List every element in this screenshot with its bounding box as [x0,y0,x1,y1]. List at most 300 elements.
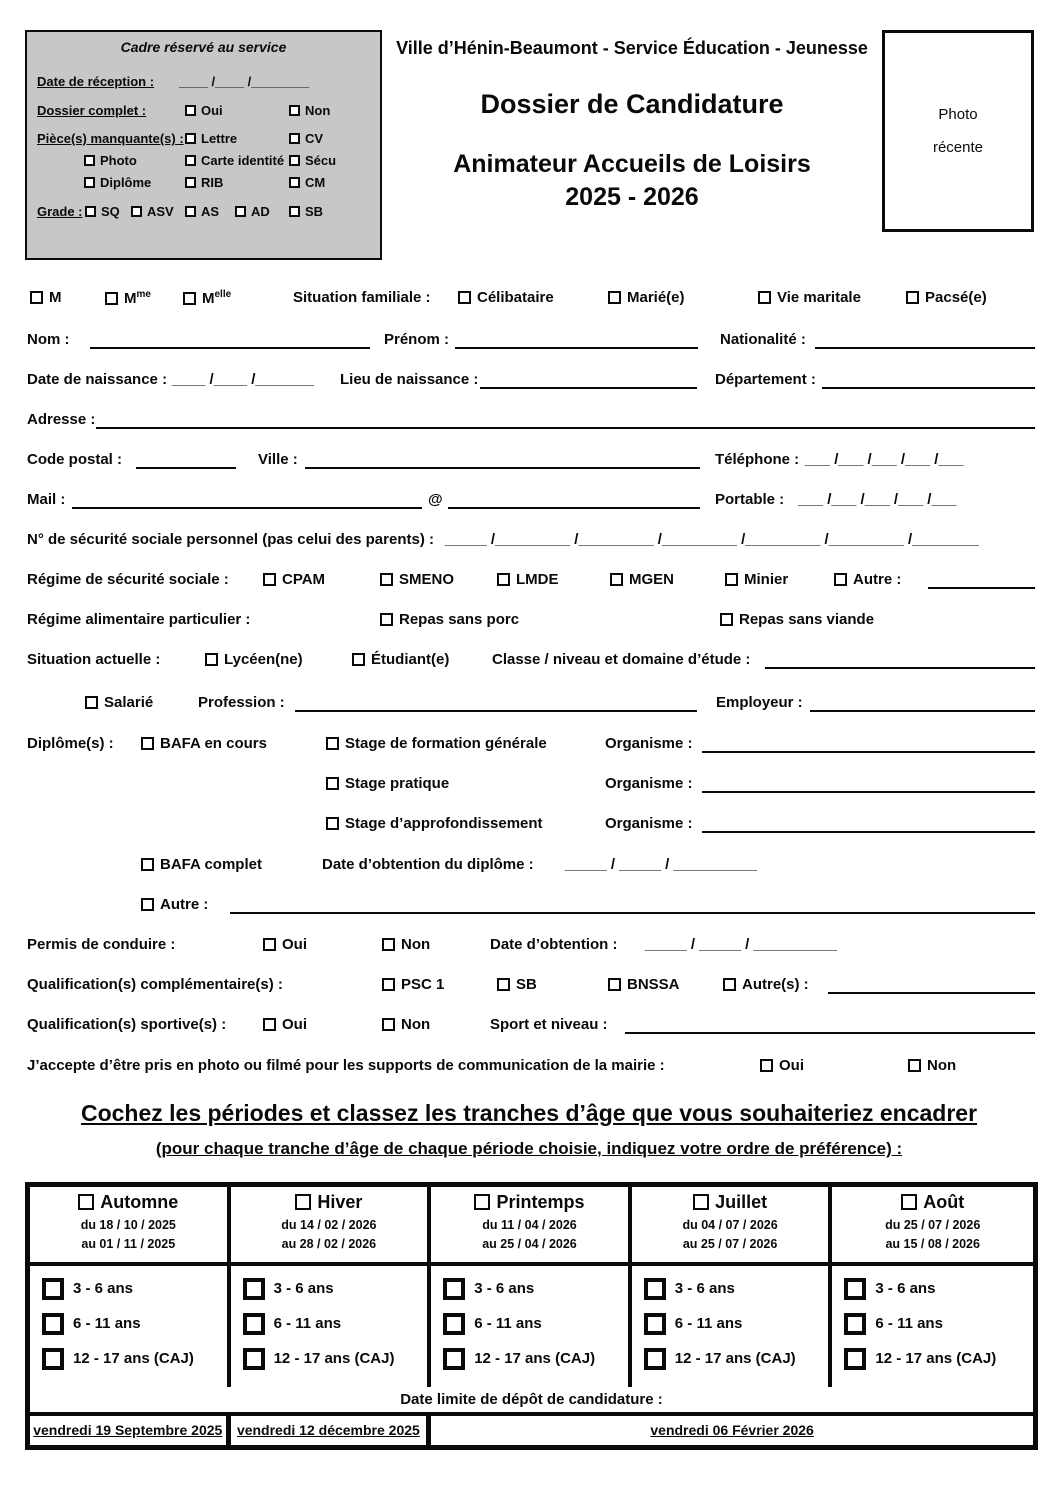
sans-viande-option [720,611,874,628]
diplome-autre-checkbox[interactable] [141,898,154,911]
salarie-label: Salarié [104,694,154,711]
sb-grade-as-checkbox[interactable] [185,206,196,217]
sb-piece-cv-label: CV [305,131,324,146]
consent-oui-option [760,1057,804,1074]
periods-table [25,1182,1038,1450]
bafa-en-cours-label: BAFA en cours [160,735,267,752]
diplome-row-1 [0,735,1058,757]
civility-melle-label: $M^{elle}$ [202,289,232,307]
psc1-option [382,976,444,993]
celibataire-label: Célibataire [477,289,554,306]
grade-label: Grade : [37,204,83,219]
civility-melle-checkbox[interactable] [183,292,196,305]
situation-actuelle-row [0,651,1058,673]
sb-dossier-oui-checkbox[interactable] [185,105,196,116]
date-obtention-diplome-label: Date d’obtention du diplôme : [322,856,534,873]
sb-label: SB [516,976,537,993]
aout-ages-cell [832,1266,1033,1387]
consent-non-checkbox[interactable] [908,1059,921,1072]
period-aout-from: du 25 / 07 / 2026 [885,1218,981,1232]
regime-smeno-checkbox[interactable] [380,573,393,586]
employeur-line[interactable] [810,696,1035,712]
departement-label: Département : [715,371,816,388]
juillet-3-6-label: 3 - 6 ans [674,1280,735,1298]
sb-option [497,976,537,993]
period-printemps-from: du 11 / 04 / 2026 [482,1218,577,1232]
diplome-row-2 [0,775,1058,797]
regime-cpam-checkbox[interactable] [263,573,276,586]
hiver-3-6-checkbox[interactable] [243,1278,265,1300]
period-hiver-header [231,1187,432,1266]
qualif-sb-checkbox[interactable] [497,978,510,991]
sb-piece-photo-label: Photo [100,153,137,168]
alim-sans-porc-checkbox[interactable] [380,613,393,626]
marie-option [608,289,685,306]
consent-oui-label: Oui [779,1057,804,1074]
diplome-autre-option [141,896,208,913]
printemps-12-17-label: 12 - 17 ans (CAJ) [474,1350,596,1368]
portable-label: Portable : [715,491,785,508]
regime-lmde-checkbox[interactable] [497,573,510,586]
bafa-complet-checkbox[interactable] [141,858,154,871]
sb-piece-lettre-checkbox[interactable] [185,133,196,144]
regime-alim-label: Régime alimentaire particulier : [27,611,251,628]
regime-secu-row [0,571,1058,593]
ville-line[interactable] [305,453,700,469]
qualif-autres-line[interactable] [828,978,1035,994]
cpam-option [263,571,325,588]
period-automne-checkbox[interactable] [78,1194,94,1210]
juillet-3-6-checkbox[interactable] [644,1278,666,1300]
automne-6-11-checkbox[interactable] [42,1313,64,1335]
hiver-3-6-label: 3 - 6 ans [273,1280,334,1298]
piece-lettre-option [185,131,237,146]
organisme-2-label: Organisme : [605,775,693,792]
dossier-oui-option [185,103,223,118]
bafa-complet-option [141,856,262,873]
lmde-option [497,571,559,588]
sb-grade-sb-checkbox[interactable] [289,206,300,217]
period-printemps-to: au 25 / 04 / 2026 [482,1237,577,1252]
date-reception-value[interactable]: ____ /____ /________ [179,74,310,89]
photo-placeholder-box [882,30,1034,232]
regime-autre-label: Autre : [853,571,902,588]
service-reserved-box [25,30,382,260]
adresse-line[interactable] [96,413,1035,429]
alim-sans-viande-checkbox[interactable] [720,613,733,626]
qualif-comp-label: Qualification(s) complémentaire(s) : [27,976,283,993]
adresse-label: Adresse : [27,411,96,428]
consent-non-label: Non [927,1057,957,1074]
regime-alim-row [0,611,1058,633]
lmde-label: LMDE [516,571,559,588]
period-printemps-checkbox[interactable] [474,1194,490,1210]
sb-grade-asv-checkbox[interactable] [131,206,142,217]
salarie-option [85,694,153,711]
sport-non-checkbox[interactable] [382,1018,395,1031]
automne-3-6-checkbox[interactable] [42,1278,64,1300]
sport-oui-option [263,1016,307,1033]
situation-salarie-checkbox[interactable] [85,696,98,709]
organisme-2-line[interactable] [702,777,1035,793]
mgen-label: MGEN [629,571,674,588]
secu-number-row [0,531,1058,553]
aout-3-6-checkbox[interactable] [844,1278,866,1300]
nationalite-line[interactable] [815,333,1035,349]
vie-maritale-option [758,289,861,306]
periods-subheading: (pour chaque tranche d’âge de chaque période choisie, indiquez votre ordre de préférence) : [155,1139,903,1158]
departement-line[interactable] [822,373,1035,389]
date-naissance-label: Date de naissance : [27,371,168,388]
date-reception-label: Date de réception : [37,74,155,89]
automne-12-17-checkbox[interactable] [42,1348,64,1370]
aout-6-11-label: 6 - 11 ans [875,1315,943,1333]
stage-approfondissement-label: Stage d’approfondissement [345,815,543,832]
diplome-autre-line[interactable] [230,898,1035,914]
qualif-autres-option [723,976,809,993]
city-phone-row [0,451,1058,473]
secu-label: N° de sécurité sociale personnel (pas celui des parents) : [27,531,434,548]
mgen-option [610,571,674,588]
bnssa-label: BNSSA [627,976,680,993]
automne-ages-cell [30,1266,231,1387]
period-aout-header [832,1187,1033,1266]
regime-autre-option [834,571,901,588]
aout-6-11-checkbox[interactable] [844,1313,866,1335]
sb-piece-diplome-checkbox[interactable] [84,177,95,188]
sb-piece-diplome-label: Diplôme [100,175,152,190]
employeur-label: Employeur : [716,694,803,711]
period-automne-name: Automne [100,1192,179,1212]
stage-pratique-checkbox[interactable] [326,777,339,790]
qualif-sport-row [0,1016,1058,1038]
minier-option [725,571,788,588]
piece-secu-option [289,153,336,168]
telephone-label: Téléphone : [715,451,800,468]
situation-marie-checkbox[interactable] [608,291,621,304]
vie-maritale-label: Vie maritale [777,289,861,306]
consent-non-option [908,1057,956,1074]
permis-non-checkbox[interactable] [382,938,395,951]
deadline-printemps-juillet-aout: vendredi 06 Février 2026 [650,1421,814,1438]
hiver-6-11-label: 6 - 11 ans [273,1315,342,1333]
sb-piece-secu-label: Sécu [305,153,337,168]
sport-niveau-line[interactable] [625,1018,1035,1034]
stage-pratique-option [326,775,449,792]
qualif-autres-checkbox[interactable] [723,978,736,991]
grade-sq-option [85,204,120,219]
dossier-non-option [289,103,330,118]
situation-lyceen-checkbox[interactable] [205,653,218,666]
sb-piece-carte-label: Carte identité [201,153,285,168]
photo-box-line2: récente [932,139,984,156]
permis-date-label: Date d’obtention : [490,936,618,953]
hiver-12-17-label: 12 - 17 ans (CAJ) [273,1350,395,1368]
document-years: 2025 - 2026 [565,183,699,211]
etudiant-option [352,651,449,668]
deadline-automne-cell [30,1416,231,1445]
period-printemps-name: Printemps [496,1192,585,1212]
prenom-label: Prénom : [384,331,450,348]
sport-non-option [382,1016,430,1033]
sb-grade-sq-checkbox[interactable] [85,206,96,217]
period-hiver-checkbox[interactable] [295,1194,311,1210]
hiver-6-11-checkbox[interactable] [243,1313,265,1335]
birth-row [0,371,1058,393]
sb-piece-rib-checkbox[interactable] [185,177,196,188]
period-juillet-from: du 04 / 07 / 2026 [682,1218,778,1232]
permis-oui-option [263,936,307,953]
periods-heading: Cochez les périodes et classez les tranches d’âge que vous souhaiteriez encadrer [80,1100,978,1126]
qualif-bnssa-checkbox[interactable] [608,978,621,991]
sb-piece-carte-identite-checkbox[interactable] [185,155,196,166]
minier-label: Minier [744,571,789,588]
consent-label: J’accepte d’être pris en photo ou filmé pour les supports de communication de la mairie : [27,1057,665,1074]
sb-grade-as-label: AS [201,204,220,219]
mail-domain-line[interactable] [448,493,700,509]
hiver-ages-cell [231,1266,432,1387]
bafa-complet-label: BAFA complet [160,856,262,873]
sport-niveau-label: Sport et niveau : [490,1016,608,1033]
service-box-title: Cadre réservé au service [120,39,287,55]
diplome-autre-label: Autre : [160,896,209,913]
situation-celibataire-checkbox[interactable] [458,291,471,304]
juillet-ages-cell [632,1266,833,1387]
qualif-comp-row [0,976,1058,998]
sb-dossier-non-label: Non [305,103,331,118]
permis-label: Permis de conduire : [27,936,176,953]
photo-box-line1: Photo [938,106,978,123]
aout-12-17-label: 12 - 17 ans (CAJ) [875,1350,997,1368]
code-postal-line[interactable] [136,453,236,469]
lyceen-label: Lycéen(ne) [224,651,303,668]
period-hiver-name: Hiver [317,1192,363,1212]
dossier-complet-label: Dossier complet : [37,103,147,118]
diplome-row-3 [0,815,1058,837]
automne-6-11-label: 6 - 11 ans [73,1315,141,1333]
stage-formation-label: Stage de formation générale [345,735,547,752]
printemps-ages-cell [431,1266,632,1387]
printemps-6-11-checkbox[interactable] [443,1313,465,1335]
juillet-6-11-checkbox[interactable] [644,1313,666,1335]
smeno-option [380,571,454,588]
etudiant-label: Étudiant(e) [371,651,450,668]
period-automne-header [30,1187,231,1266]
grade-ad-option [235,204,270,219]
psc1-label: PSC 1 [401,976,445,993]
consent-oui-checkbox[interactable] [760,1059,773,1072]
sb-piece-secu-checkbox[interactable] [289,155,300,166]
juillet-12-17-checkbox[interactable] [644,1348,666,1370]
sport-oui-label: Oui [282,1016,307,1033]
deadline-label-row: Date limite de dépôt de candidature : [30,1387,1033,1416]
situation-pacse-checkbox[interactable] [906,291,919,304]
lyceen-option [205,651,303,668]
name-row [0,331,1058,353]
piece-cm-option [289,175,325,190]
nationalite-label: Nationalité : [720,331,806,348]
aout-3-6-label: 3 - 6 ans [875,1280,936,1298]
piece-carte-option [185,153,284,168]
regime-mgen-checkbox[interactable] [610,573,623,586]
nom-line[interactable] [90,333,370,349]
secu-value[interactable]: _____ /_________ /_________ /_________ /_________ /_________ /________ [445,531,979,548]
sb-piece-rib-label: RIB [201,175,224,190]
salarie-row [0,694,1058,716]
civility-mme-checkbox[interactable] [105,292,118,305]
stage-pratique-label: Stage pratique [345,775,450,792]
sb-dossier-non-checkbox[interactable] [289,105,300,116]
civility-mme-label: $M^{me}$ [124,289,151,307]
organisme-3-label: Organisme : [605,815,693,832]
classe-niveau-line[interactable] [765,653,1035,669]
lieu-naissance-line[interactable] [480,373,697,389]
diplomes-label: Diplôme(s) : [27,735,114,752]
automne-12-17-label: 12 - 17 ans (CAJ) [73,1350,194,1368]
sb-grade-ad-checkbox[interactable] [235,206,246,217]
pacse-label: Pacsé(e) [925,289,987,306]
civility-melle-option [183,289,231,307]
deadline-printemps-juillet-aout-cell [431,1416,1033,1445]
regime-autre-line[interactable] [928,573,1035,589]
sb-grade-asv-label: ASV [147,204,174,219]
mail-row [0,491,1058,513]
qualif-psc1-checkbox[interactable] [382,978,395,991]
civility-m-checkbox[interactable] [30,291,43,304]
period-hiver-to: au 28 / 02 / 2026 [281,1237,377,1252]
civility-row [0,289,1058,311]
lieu-naissance-label: Lieu de naissance : [340,371,479,388]
piece-rib-option [185,175,223,190]
code-postal-label: Code postal : [27,451,123,468]
sb-piece-lettre-label: Lettre [201,131,238,146]
profession-label: Profession : [198,694,285,711]
periods-table-header [30,1187,1033,1266]
organisme-1-label: Organisme : [605,735,693,752]
deadline-values-row [30,1416,1033,1445]
date-naissance-value[interactable]: ____ /____ /_______ [172,371,314,388]
situation-familiale-label: Situation familiale : [293,289,431,306]
period-printemps-header [431,1187,632,1266]
grade-sb-option [289,204,323,219]
permis-date-value[interactable]: _____ / _____ / __________ [645,936,837,953]
juillet-12-17-label: 12 - 17 ans (CAJ) [674,1350,796,1368]
printemps-3-6-checkbox[interactable] [443,1278,465,1300]
period-aout-checkbox[interactable] [901,1194,917,1210]
automne-3-6-label: 3 - 6 ans [73,1280,134,1298]
document-title: Dossier de Candidature [480,89,784,119]
stage-approfondissement-checkbox[interactable] [326,817,339,830]
sb-piece-cv-checkbox[interactable] [289,133,300,144]
printemps-6-11-label: 6 - 11 ans [474,1315,542,1333]
period-aout-name: Août [923,1192,965,1212]
sport-non-label: Non [401,1016,431,1033]
periods-table-body [30,1266,1033,1387]
situation-actuelle-label: Situation actuelle : [27,651,161,668]
sans-porc-label: Repas sans porc [399,611,520,628]
regime-minier-checkbox[interactable] [725,573,738,586]
permis-oui-checkbox[interactable] [263,938,276,951]
bnssa-option [608,976,680,993]
sb-piece-cm-checkbox[interactable] [289,177,300,188]
organisme-3-line[interactable] [702,817,1035,833]
pieces-manquantes-label: Pièce(s) manquante(s) : [37,131,184,146]
period-juillet-checkbox[interactable] [693,1194,709,1210]
date-obtention-diplome-value[interactable]: _____ / _____ / __________ [565,856,757,873]
sb-grade-sq-label: SQ [101,204,120,219]
permis-non-label: Non [401,936,431,953]
sb-piece-photo-checkbox[interactable] [84,155,95,166]
pacse-option [906,289,987,306]
mail-user-line[interactable] [72,493,422,509]
deadline-automne: vendredi 19 Septembre 2025 [33,1421,223,1438]
regime-secu-label: Régime de sécurité sociale : [27,571,229,588]
period-automne-from: du 18 / 10 / 2025 [80,1218,176,1232]
portable-value[interactable]: ___ /___ /___ /___ /___ [798,491,957,508]
cpam-label: CPAM [282,571,326,588]
organisme-1-line[interactable] [702,737,1035,753]
situation-vie-maritale-checkbox[interactable] [758,291,771,304]
profession-line[interactable] [295,696,697,712]
piece-diplome-option [84,175,151,190]
marie-label: Marié(e) [627,289,685,306]
printemps-3-6-label: 3 - 6 ans [474,1280,535,1298]
qualif-sport-label: Qualification(s) sportive(s) : [27,1016,227,1033]
aout-12-17-checkbox[interactable] [844,1348,866,1370]
permis-row [0,936,1058,958]
grade-as-option [185,204,219,219]
deadline-hiver-cell [231,1416,432,1445]
sb-piece-cm-label: CM [305,175,326,190]
sb-grade-ad-label: AD [251,204,270,219]
consent-row [0,1057,1058,1079]
bafa-complet-row [0,856,1058,878]
printemps-12-17-checkbox[interactable] [443,1348,465,1370]
header-block [382,30,882,212]
period-hiver-from: du 14 / 02 / 2026 [281,1218,377,1232]
city-service-line: Ville d’Hénin-Beaumont - Service Éducation - Jeunesse [396,38,868,58]
ville-label: Ville : [258,451,298,468]
civility-mme-option [105,289,151,307]
stage-approfondissement-option [326,815,543,832]
permis-oui-label: Oui [282,936,307,953]
telephone-value[interactable]: ___ /___ /___ /___ /___ [805,451,964,468]
prenom-line[interactable] [455,333,698,349]
period-juillet-name: Juillet [715,1192,768,1212]
sb-dossier-oui-label: Oui [201,103,223,118]
hiver-12-17-checkbox[interactable] [243,1348,265,1370]
piece-cv-option [289,131,323,146]
situation-etudiant-checkbox[interactable] [352,653,365,666]
sport-oui-checkbox[interactable] [263,1018,276,1031]
mail-label: Mail : [27,491,66,508]
stage-formation-generale-checkbox[interactable] [326,737,339,750]
civility-m-label: M [49,289,62,306]
regime-autre-checkbox[interactable] [834,573,847,586]
deadline-hiver: vendredi 12 décembre 2025 [236,1421,420,1438]
stage-formation-option [326,735,547,752]
bafa-en-cours-option [141,735,267,752]
qualif-autres-label: Autre(s) : [742,976,809,993]
period-juillet-to: au 25 / 07 / 2026 [682,1237,778,1252]
grade-asv-option [131,204,174,219]
at-sign: @ [428,491,443,508]
permis-non-option [382,936,430,953]
celibataire-option [458,289,554,306]
sans-porc-option [380,611,519,628]
bafa-en-cours-checkbox[interactable] [141,737,154,750]
sb-grade-sb-label: SB [305,204,324,219]
